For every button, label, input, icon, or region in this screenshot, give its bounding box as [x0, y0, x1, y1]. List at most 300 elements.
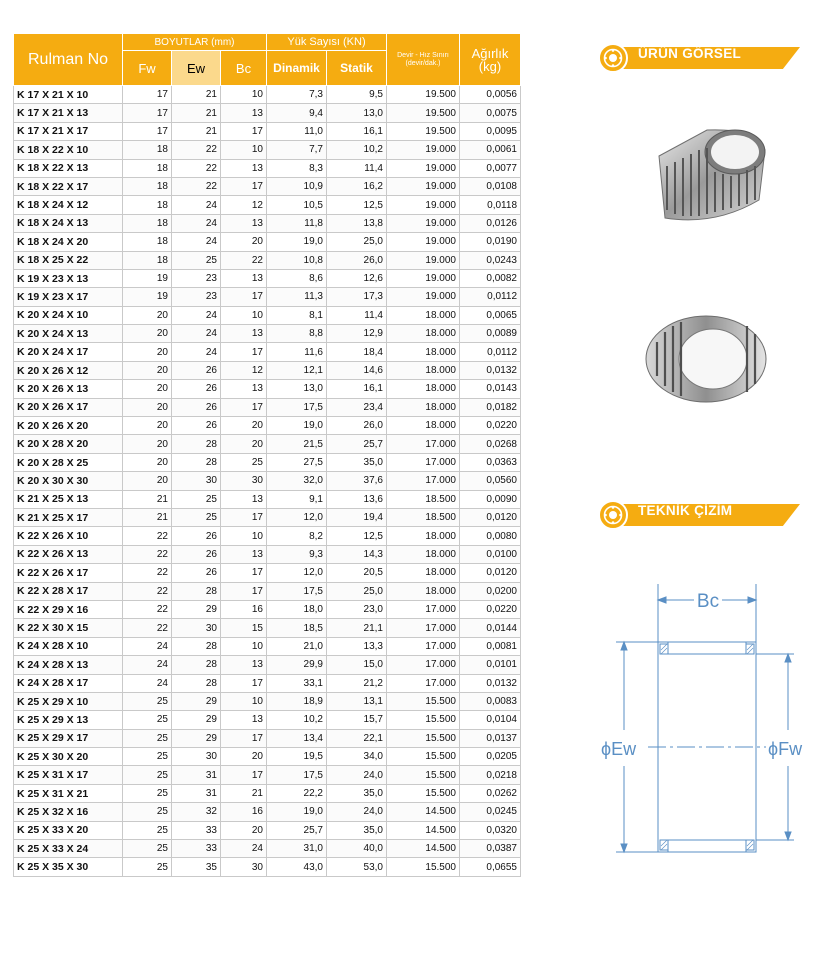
cell-rulman-no: K 18 X 25 X 22	[14, 251, 123, 269]
cell-dinamik: 33,1	[267, 674, 327, 692]
cell-agirlik: 0,0090	[460, 490, 521, 508]
cell-bc: 10	[221, 306, 267, 324]
cell-statik: 26,0	[327, 251, 387, 269]
cell-fw: 18	[123, 177, 172, 195]
table-row	[14, 398, 521, 416]
cell-fw: 25	[123, 821, 172, 839]
cell-ew: 28	[172, 637, 221, 655]
cell-rulman-no: K 25 X 33 X 20	[14, 821, 123, 839]
cell-statik: 35,0	[327, 784, 387, 802]
cell-dinamik: 19,0	[267, 803, 327, 821]
table-row	[14, 269, 521, 287]
cell-agirlik: 0,0363	[460, 453, 521, 471]
cell-agirlik: 0,0268	[460, 435, 521, 453]
cell-statik: 37,6	[327, 472, 387, 490]
cell-agirlik: 0,0112	[460, 288, 521, 306]
cell-rulman-no: K 18 X 24 X 20	[14, 233, 123, 251]
cell-bc: 10	[221, 141, 267, 159]
cell-agirlik: 0,0061	[460, 141, 521, 159]
cell-agirlik: 0,0190	[460, 233, 521, 251]
cell-bc: 25	[221, 453, 267, 471]
cell-dinamik: 8,6	[267, 269, 327, 287]
cell-agirlik: 0,0101	[460, 656, 521, 674]
cell-statik: 25,7	[327, 435, 387, 453]
table-row	[14, 141, 521, 159]
cell-fw: 24	[123, 637, 172, 655]
cell-bc: 30	[221, 858, 267, 876]
cell-fw: 22	[123, 619, 172, 637]
cell-fw: 20	[123, 472, 172, 490]
cell-devir: 17.000	[387, 600, 460, 618]
cell-ew: 25	[172, 490, 221, 508]
cell-bc: 17	[221, 729, 267, 747]
cell-rulman-no: K 18 X 22 X 17	[14, 177, 123, 195]
cell-rulman-no: K 25 X 32 X 16	[14, 803, 123, 821]
cell-dinamik: 18,0	[267, 600, 327, 618]
cell-bc: 22	[221, 251, 267, 269]
cell-fw: 19	[123, 288, 172, 306]
cell-fw: 22	[123, 527, 172, 545]
cell-devir: 18.000	[387, 545, 460, 563]
cell-devir: 15.500	[387, 711, 460, 729]
cell-ew: 23	[172, 288, 221, 306]
cell-ew: 24	[172, 343, 221, 361]
cell-ew: 24	[172, 325, 221, 343]
cell-statik: 12,6	[327, 269, 387, 287]
cell-dinamik: 12,0	[267, 508, 327, 526]
cell-devir: 17.000	[387, 674, 460, 692]
cell-fw: 18	[123, 214, 172, 232]
cell-rulman-no: K 21 X 25 X 17	[14, 508, 123, 526]
cell-dinamik: 9,4	[267, 104, 327, 122]
cell-devir: 19.500	[387, 104, 460, 122]
table-row	[14, 196, 521, 214]
cell-bc: 10	[221, 527, 267, 545]
cell-statik: 19,4	[327, 508, 387, 526]
cell-statik: 53,0	[327, 858, 387, 876]
bearing-photo-front	[643, 312, 769, 406]
header-bc: Bc	[221, 51, 267, 86]
cell-bc: 20	[221, 233, 267, 251]
cell-devir: 17.000	[387, 619, 460, 637]
cell-devir: 17.000	[387, 472, 460, 490]
cell-devir: 19.000	[387, 159, 460, 177]
table-row	[14, 417, 521, 435]
cell-statik: 21,1	[327, 619, 387, 637]
cell-devir: 15.500	[387, 858, 460, 876]
cell-ew: 26	[172, 361, 221, 379]
cell-fw: 20	[123, 453, 172, 471]
table-row	[14, 748, 521, 766]
header-ew: Ew	[172, 51, 221, 86]
cell-agirlik: 0,0120	[460, 564, 521, 582]
cell-agirlik: 0,0089	[460, 325, 521, 343]
cell-ew: 28	[172, 453, 221, 471]
cell-bc: 17	[221, 398, 267, 416]
cell-fw: 18	[123, 251, 172, 269]
cell-agirlik: 0,0137	[460, 729, 521, 747]
cell-statik: 24,0	[327, 766, 387, 784]
cell-ew: 31	[172, 784, 221, 802]
table-row	[14, 306, 521, 324]
cell-statik: 23,4	[327, 398, 387, 416]
cell-bc: 13	[221, 490, 267, 508]
cell-fw: 20	[123, 417, 172, 435]
cell-bc: 20	[221, 417, 267, 435]
cell-devir: 18.000	[387, 325, 460, 343]
cell-dinamik: 25,7	[267, 821, 327, 839]
cell-fw: 25	[123, 840, 172, 858]
cell-dinamik: 11,3	[267, 288, 327, 306]
cell-dinamik: 13,0	[267, 380, 327, 398]
cell-dinamik: 22,2	[267, 784, 327, 802]
table-row	[14, 582, 521, 600]
cell-devir: 17.000	[387, 637, 460, 655]
cell-ew: 26	[172, 527, 221, 545]
cell-statik: 12,5	[327, 527, 387, 545]
cell-ew: 21	[172, 104, 221, 122]
cell-fw: 20	[123, 398, 172, 416]
table-row	[14, 86, 521, 104]
cell-agirlik: 0,0143	[460, 380, 521, 398]
cell-agirlik: 0,0081	[460, 637, 521, 655]
cell-statik: 16,1	[327, 380, 387, 398]
cell-devir: 19.000	[387, 214, 460, 232]
cell-ew: 26	[172, 564, 221, 582]
urun-gorsel-title: ÜRÜN GÖRSEL	[638, 46, 742, 61]
cell-dinamik: 17,5	[267, 398, 327, 416]
cell-statik: 11,4	[327, 159, 387, 177]
cell-agirlik: 0,0082	[460, 269, 521, 287]
cell-ew: 35	[172, 858, 221, 876]
cell-devir: 18.500	[387, 508, 460, 526]
cell-dinamik: 19,5	[267, 748, 327, 766]
cell-fw: 20	[123, 361, 172, 379]
cell-devir: 17.000	[387, 656, 460, 674]
cell-statik: 23,0	[327, 600, 387, 618]
table-row	[14, 527, 521, 545]
cell-fw: 22	[123, 545, 172, 563]
table-row	[14, 122, 521, 140]
cell-fw: 20	[123, 306, 172, 324]
cell-ew: 31	[172, 766, 221, 784]
cell-statik: 11,4	[327, 306, 387, 324]
table-row	[14, 325, 521, 343]
table-row	[14, 380, 521, 398]
cell-dinamik: 27,5	[267, 453, 327, 471]
cell-fw: 22	[123, 600, 172, 618]
cell-statik: 35,0	[327, 821, 387, 839]
cell-dinamik: 9,1	[267, 490, 327, 508]
cell-dinamik: 43,0	[267, 858, 327, 876]
cell-devir: 19.500	[387, 122, 460, 140]
cell-agirlik: 0,0100	[460, 545, 521, 563]
cell-ew: 29	[172, 729, 221, 747]
cell-ew: 22	[172, 141, 221, 159]
cell-rulman-no: K 20 X 28 X 25	[14, 453, 123, 471]
cell-bc: 21	[221, 784, 267, 802]
cell-bc: 13	[221, 159, 267, 177]
table-row	[14, 674, 521, 692]
cell-fw: 21	[123, 508, 172, 526]
cell-rulman-no: K 25 X 31 X 21	[14, 784, 123, 802]
cell-agirlik: 0,0056	[460, 86, 521, 104]
teknik-cizim-header	[598, 500, 803, 530]
cell-ew: 24	[172, 196, 221, 214]
table-row	[14, 637, 521, 655]
cell-fw: 18	[123, 141, 172, 159]
cell-rulman-no: K 22 X 26 X 17	[14, 564, 123, 582]
cell-rulman-no: K 17 X 21 X 13	[14, 104, 123, 122]
cell-agirlik: 0,0080	[460, 527, 521, 545]
cell-fw: 18	[123, 196, 172, 214]
cell-agirlik: 0,0144	[460, 619, 521, 637]
cell-dinamik: 18,9	[267, 692, 327, 710]
cell-devir: 18.000	[387, 582, 460, 600]
cell-agirlik: 0,0200	[460, 582, 521, 600]
urun-gorsel-header	[598, 43, 803, 73]
cell-bc: 17	[221, 564, 267, 582]
cell-agirlik: 0,0262	[460, 784, 521, 802]
cell-rulman-no: K 20 X 26 X 20	[14, 417, 123, 435]
header-yuk-sayisi: Yük Sayısı (KN)	[267, 34, 387, 51]
cell-devir: 18.000	[387, 380, 460, 398]
cell-statik: 13,8	[327, 214, 387, 232]
cell-rulman-no: K 25 X 29 X 17	[14, 729, 123, 747]
teknik-cizim-title: TEKNİK ÇİZİM	[638, 503, 733, 518]
cell-fw: 20	[123, 435, 172, 453]
cell-bc: 13	[221, 104, 267, 122]
cell-agirlik: 0,0655	[460, 858, 521, 876]
cell-fw: 25	[123, 784, 172, 802]
cell-statik: 26,0	[327, 417, 387, 435]
cell-agirlik: 0,0132	[460, 674, 521, 692]
table-row	[14, 711, 521, 729]
cell-fw: 17	[123, 104, 172, 122]
cell-rulman-no: K 24 X 28 X 17	[14, 674, 123, 692]
table-row	[14, 656, 521, 674]
cell-dinamik: 12,0	[267, 564, 327, 582]
cell-bc: 13	[221, 269, 267, 287]
cell-devir: 14.500	[387, 840, 460, 858]
cell-fw: 25	[123, 766, 172, 784]
cell-rulman-no: K 18 X 24 X 13	[14, 214, 123, 232]
cell-fw: 25	[123, 711, 172, 729]
cell-agirlik: 0,0126	[460, 214, 521, 232]
cell-devir: 19.000	[387, 288, 460, 306]
cell-dinamik: 7,7	[267, 141, 327, 159]
cell-bc: 20	[221, 748, 267, 766]
cell-agirlik: 0,0560	[460, 472, 521, 490]
cell-dinamik: 12,1	[267, 361, 327, 379]
cell-bc: 13	[221, 214, 267, 232]
table-row	[14, 619, 521, 637]
cell-devir: 18.000	[387, 398, 460, 416]
cell-rulman-no: K 20 X 26 X 12	[14, 361, 123, 379]
cell-rulman-no: K 25 X 33 X 24	[14, 840, 123, 858]
table-row	[14, 600, 521, 618]
cell-rulman-no: K 18 X 24 X 12	[14, 196, 123, 214]
cell-bc: 17	[221, 766, 267, 784]
cell-statik: 13,6	[327, 490, 387, 508]
cell-agirlik: 0,0075	[460, 104, 521, 122]
cell-dinamik: 31,0	[267, 840, 327, 858]
technical-drawing	[598, 570, 818, 870]
cell-rulman-no: K 17 X 21 X 17	[14, 122, 123, 140]
cell-rulman-no: K 25 X 31 X 17	[14, 766, 123, 784]
cell-agirlik: 0,0320	[460, 821, 521, 839]
table-row	[14, 803, 521, 821]
cell-agirlik: 0,0108	[460, 177, 521, 195]
cell-rulman-no: K 22 X 28 X 17	[14, 582, 123, 600]
cell-bc: 12	[221, 196, 267, 214]
cell-fw: 24	[123, 674, 172, 692]
cell-devir: 18.000	[387, 527, 460, 545]
cell-bc: 17	[221, 674, 267, 692]
cell-fw: 25	[123, 729, 172, 747]
cell-devir: 19.000	[387, 196, 460, 214]
cell-rulman-no: K 20 X 24 X 13	[14, 325, 123, 343]
cell-devir: 18.000	[387, 361, 460, 379]
cell-devir: 18.500	[387, 490, 460, 508]
cell-devir: 19.500	[387, 86, 460, 104]
cell-ew: 21	[172, 122, 221, 140]
cell-agirlik: 0,0112	[460, 343, 521, 361]
cell-fw: 25	[123, 803, 172, 821]
cell-ew: 23	[172, 269, 221, 287]
cell-agirlik: 0,0104	[460, 711, 521, 729]
cell-rulman-no: K 20 X 24 X 10	[14, 306, 123, 324]
table-row	[14, 692, 521, 710]
cell-fw: 17	[123, 86, 172, 104]
cell-ew: 30	[172, 748, 221, 766]
cell-devir: 15.500	[387, 729, 460, 747]
cell-ew: 28	[172, 656, 221, 674]
cell-bc: 17	[221, 582, 267, 600]
cell-statik: 14,6	[327, 361, 387, 379]
cell-devir: 15.500	[387, 784, 460, 802]
cell-ew: 32	[172, 803, 221, 821]
cell-dinamik: 17,5	[267, 766, 327, 784]
cell-statik: 17,3	[327, 288, 387, 306]
cell-devir: 18.000	[387, 343, 460, 361]
cell-dinamik: 8,8	[267, 325, 327, 343]
cell-statik: 21,2	[327, 674, 387, 692]
drawing-bc-label: Bc	[696, 591, 720, 612]
cell-agirlik: 0,0120	[460, 508, 521, 526]
table-row	[14, 490, 521, 508]
cell-ew: 24	[172, 306, 221, 324]
cell-agirlik: 0,0220	[460, 600, 521, 618]
table-row	[14, 508, 521, 526]
cell-agirlik: 0,0132	[460, 361, 521, 379]
cell-dinamik: 11,6	[267, 343, 327, 361]
cell-statik: 13,3	[327, 637, 387, 655]
cell-agirlik: 0,0095	[460, 122, 521, 140]
cell-bc: 17	[221, 508, 267, 526]
cell-ew: 22	[172, 177, 221, 195]
cell-rulman-no: K 19 X 23 X 17	[14, 288, 123, 306]
header-agirlik: Ağırlık (kg)	[460, 34, 521, 86]
table-row	[14, 159, 521, 177]
cell-bc: 16	[221, 600, 267, 618]
cell-dinamik: 11,0	[267, 122, 327, 140]
cell-fw: 20	[123, 380, 172, 398]
drawing-fw-label: ϕFw	[768, 739, 803, 759]
bearing-spec-table	[13, 33, 521, 877]
cell-bc: 20	[221, 821, 267, 839]
cell-dinamik: 32,0	[267, 472, 327, 490]
cell-ew: 33	[172, 821, 221, 839]
header-statik: Statik	[327, 51, 387, 86]
cell-agirlik: 0,0243	[460, 251, 521, 269]
cell-ew: 30	[172, 472, 221, 490]
header-fw: Fw	[123, 51, 172, 86]
cell-statik: 12,5	[327, 196, 387, 214]
cell-rulman-no: K 20 X 26 X 13	[14, 380, 123, 398]
bearing-icon	[598, 500, 628, 530]
table-row	[14, 435, 521, 453]
table-row	[14, 361, 521, 379]
cell-rulman-no: K 25 X 29 X 10	[14, 692, 123, 710]
cell-bc: 24	[221, 840, 267, 858]
header-boyutlar: BOYUTLAR (mm)	[123, 34, 267, 51]
cell-statik: 35,0	[327, 453, 387, 471]
cell-bc: 20	[221, 435, 267, 453]
cell-rulman-no: K 21 X 25 X 13	[14, 490, 123, 508]
cell-ew: 28	[172, 582, 221, 600]
cell-ew: 29	[172, 711, 221, 729]
cell-ew: 26	[172, 417, 221, 435]
table-row	[14, 784, 521, 802]
table-row	[14, 840, 521, 858]
cell-bc: 12	[221, 361, 267, 379]
cell-fw: 25	[123, 692, 172, 710]
cell-rulman-no: K 24 X 28 X 13	[14, 656, 123, 674]
cell-dinamik: 17,5	[267, 582, 327, 600]
cell-agirlik: 0,0205	[460, 748, 521, 766]
table-row	[14, 177, 521, 195]
table-row	[14, 729, 521, 747]
cell-ew: 24	[172, 233, 221, 251]
cell-rulman-no: K 25 X 30 X 20	[14, 748, 123, 766]
cell-bc: 13	[221, 656, 267, 674]
cell-ew: 29	[172, 692, 221, 710]
cell-dinamik: 10,2	[267, 711, 327, 729]
cell-fw: 17	[123, 122, 172, 140]
cell-agirlik: 0,0218	[460, 766, 521, 784]
cell-devir: 15.500	[387, 748, 460, 766]
cell-fw: 25	[123, 748, 172, 766]
cell-dinamik: 21,0	[267, 637, 327, 655]
cell-rulman-no: K 20 X 24 X 17	[14, 343, 123, 361]
cell-rulman-no: K 19 X 23 X 13	[14, 269, 123, 287]
cell-devir: 17.000	[387, 453, 460, 471]
cell-statik: 40,0	[327, 840, 387, 858]
cell-rulman-no: K 25 X 35 X 30	[14, 858, 123, 876]
cell-agirlik: 0,0245	[460, 803, 521, 821]
table-row	[14, 453, 521, 471]
cell-rulman-no: K 17 X 21 X 10	[14, 86, 123, 104]
cell-ew: 21	[172, 86, 221, 104]
cell-dinamik: 11,8	[267, 214, 327, 232]
cell-statik: 15,0	[327, 656, 387, 674]
cell-bc: 17	[221, 122, 267, 140]
cell-devir: 19.000	[387, 233, 460, 251]
cell-rulman-no: K 18 X 22 X 13	[14, 159, 123, 177]
spec-table-body	[14, 86, 521, 877]
cell-fw: 20	[123, 325, 172, 343]
